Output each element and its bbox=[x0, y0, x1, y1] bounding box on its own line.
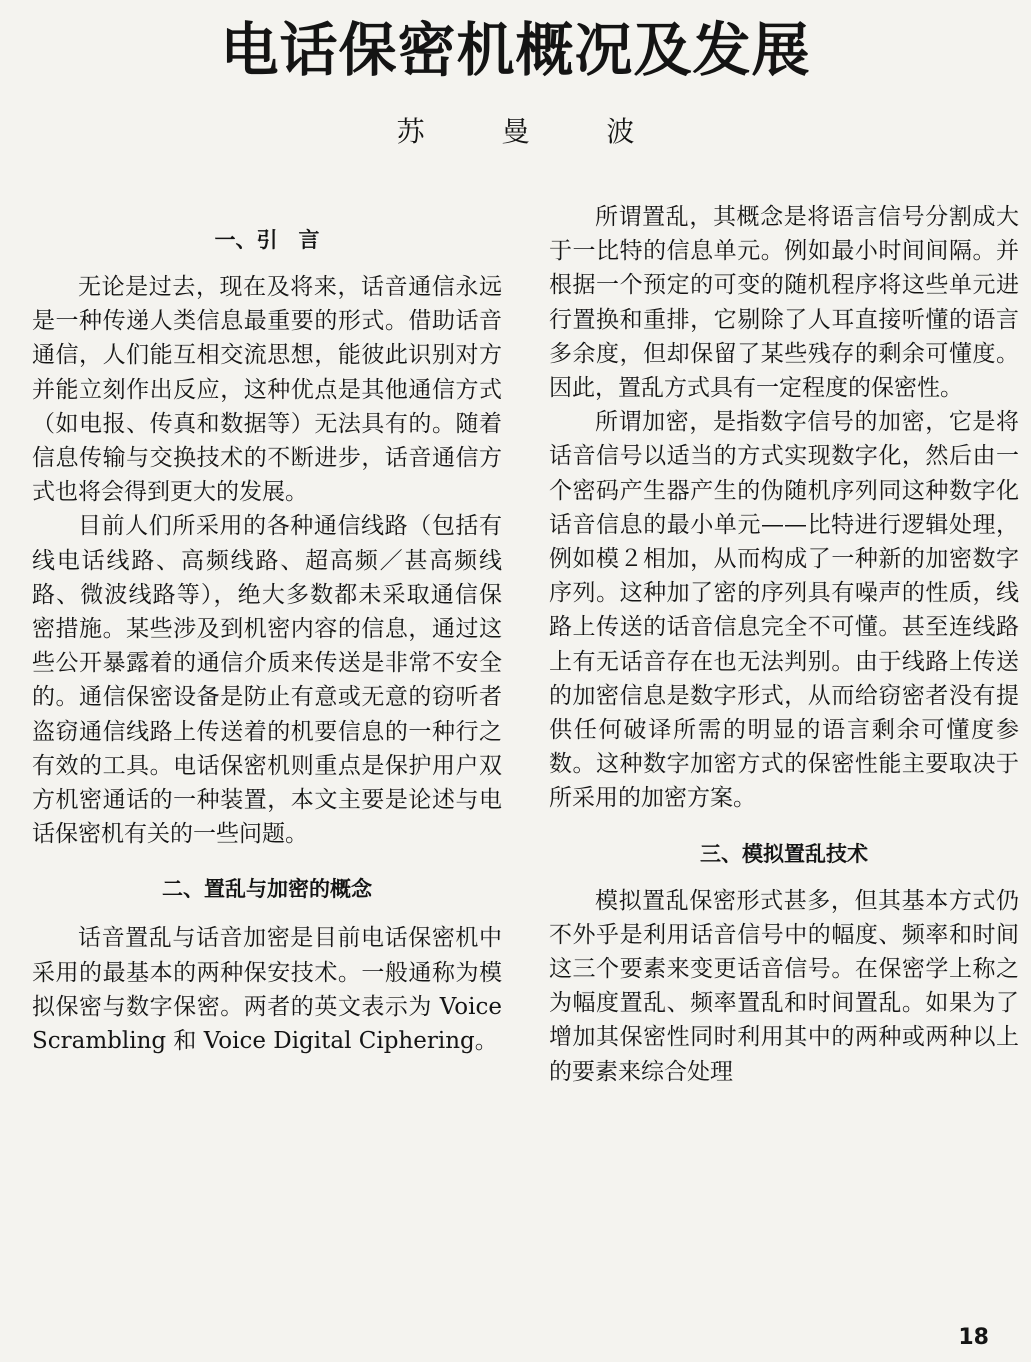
left-column bbox=[32, 200, 502, 1058]
article-title: 电话保密机概况及发展 bbox=[220, 16, 811, 84]
paragraph: 目前人们所采用的各种通信线路（包括有线电话线路、高频线路、超高频／甚高频线路、微波线路等），绝大多数都未采取通信保密措施。某些涉及到机密内容的信息，通过这些公开暴露着的通信介质来传送是非常不安全的。通信保密设备是防止有意或无意的窃听者盗窃通信线路上传送着的机要信息的一种行之有效的工具。电话保密机则重点是保护用户双方机密通话的一种装置，本文主要是论述与电话保密机有关的一些问题。 bbox=[32, 513, 502, 848]
paragraph: 所谓加密，是指数字信号的加密，它是将话音信号以适当的方式实现数字化，然后由一个密码产生器产生的伪随机序列同这种数字化话音信息的最小单元——比特进行逻辑处理，例如模２相加，从而构成了一种新的加密数字序列。这种加了密的序列具有噪声的性质，线路上传送的话音信息完全不可懂。甚至连线路上有无话音存在也无法判别。由于线路上传送的加密信息是数字形式，从而给窃密者没有提供任何破译所需的明显的语言剩余可懂度参数。这种数字加密方式的保密性能主要取决于所采用的加密方案。 bbox=[549, 409, 1019, 812]
section-heading-concepts: 二、置乱与加密的概念 bbox=[162, 877, 372, 902]
right-column bbox=[549, 200, 1019, 1089]
paragraph: 模拟置乱保密形式甚多，但其基本方式仍不外乎是利用话音信号中的幅度、频率和时间这三个要素来变更话音信号。在保密学上称之为幅度置乱、频率置乱和时间置乱。如果为了增加其保密性同时利用其中的两种或两种以上的要素来综合处理 bbox=[549, 887, 1019, 1085]
paragraph: 无论是过去，现在及将来，话音通信永远是一种传递人类信息最重要的形式。借助话音通信，人们能互相交流思想，能彼此识别对方并能立刻作出反应，这种优点是其他通信方式（如电报、传真和数据等）无法具有的。随着信息传输与交换技术的不断进步，话音通信方式也将会得到更大的发展。 bbox=[32, 274, 502, 506]
section-heading-analog: 三、模拟置乱技术 bbox=[700, 841, 868, 866]
paragraph: 所谓置乱，其概念是将语言信号分割成大于一比特的信息单元。例如最小时间间隔。并根据一个预定的可变的随机程序将这些单元进行置换和重排，它剔除了人耳直接听懂的语言多余度，但却保留了某些残存的剩余可懂度。因此，置乱方式具有一定程度的保密性。 bbox=[549, 204, 1019, 402]
paragraph: 话音置乱与话音加密是目前电话保密机中采用的最基本的两种保安技术。一般通称为模拟保密与数字保密。两者的英文表示为 Voice Scrambling 和 Voice Digital Ciphering。 bbox=[32, 925, 502, 1055]
page-number: 18 bbox=[958, 1325, 989, 1350]
section-heading-intro: 一、引 言 bbox=[214, 228, 320, 252]
author-name: 苏 曼 波 bbox=[396, 115, 669, 148]
